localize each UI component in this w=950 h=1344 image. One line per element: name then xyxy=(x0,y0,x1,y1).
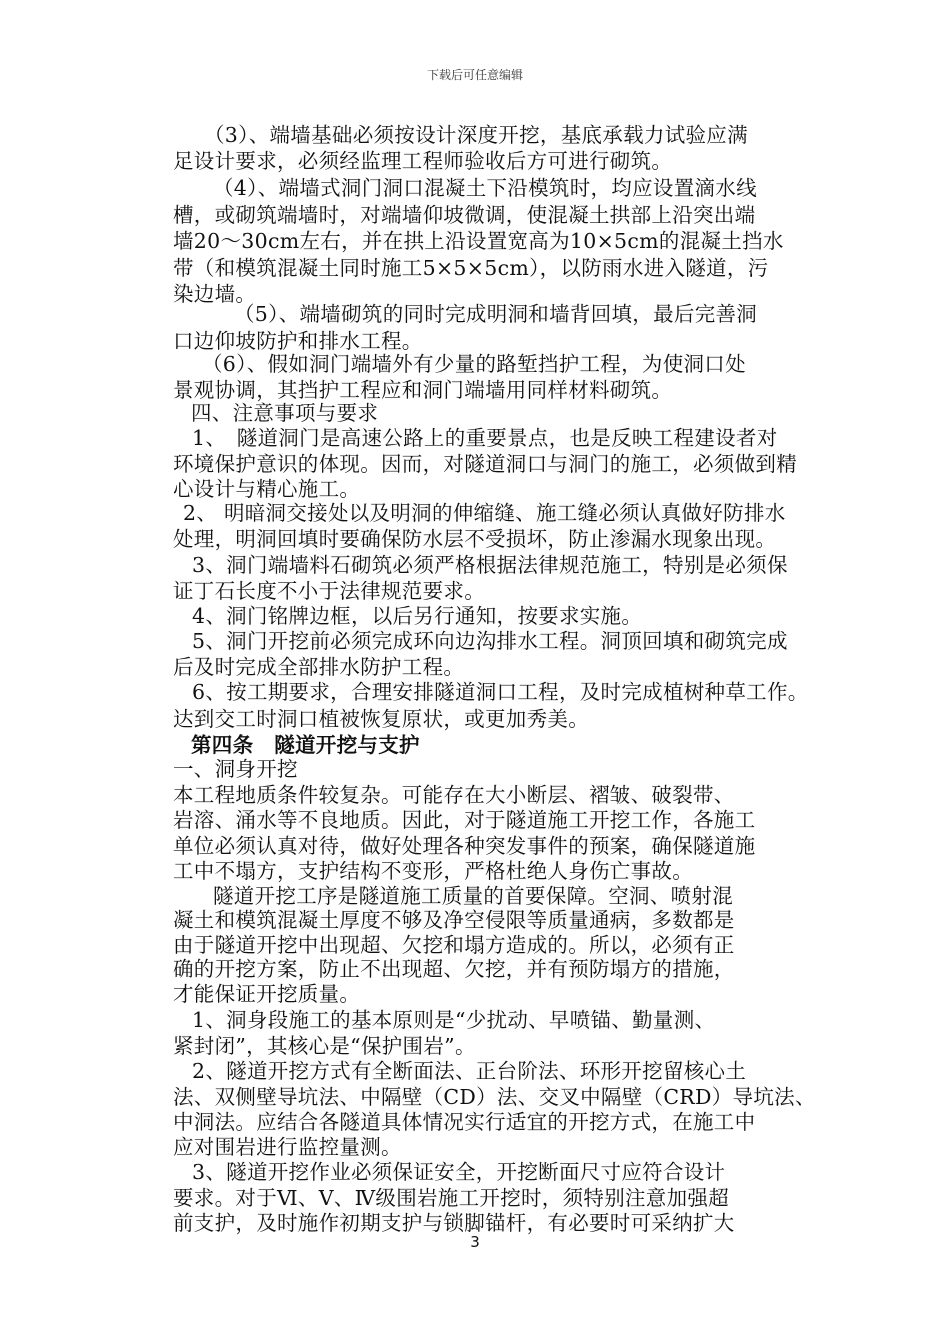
text-line: 1、 隧道洞门是高速公路上的重要景点，也是反映工程建设者对 xyxy=(192,426,778,450)
text-line: 口边仰坡防护和排水工程。 xyxy=(173,329,423,353)
text-line: 墙20～30cm左右，并在拱上沿设置宽高为10×5cm的混凝土挡水 xyxy=(173,229,784,253)
text-line: 应对围岩进行监控量测。 xyxy=(173,1135,402,1159)
text-line: （3）、端墙基础必须按设计深度开挖，基底承载力试验应满 xyxy=(204,123,748,147)
section-heading: 四、注意事项与要求 xyxy=(191,401,379,425)
text-line: 紧封闭”，其核心是“保护围岩”。 xyxy=(173,1034,476,1058)
article-heading: 第四条 隧道开挖与支护 xyxy=(191,733,420,757)
text-line: 景观协调，其挡护工程应和洞门端墙用同样材料砌筑。 xyxy=(173,378,673,402)
text-line: 本工程地质条件较复杂。可能存在大小断层、褶皱、破裂带、 xyxy=(173,783,735,807)
text-line: 足设计要求，必须经监理工程师验收后方可进行砌筑。 xyxy=(173,149,673,173)
text-line: 染边墙。 xyxy=(173,282,257,306)
text-line: 法、双侧壁导坑法、中隔壁（CD）法、交叉中隔壁（CRD）导坑法、 xyxy=(173,1085,816,1109)
header-note: 下载后可任意编辑 xyxy=(426,68,523,82)
text-line: 后及时完成全部排水防护工程。 xyxy=(173,655,465,679)
text-line: 单位必须认真对待，做好处理各种突发事件的预案，确保隧道施 xyxy=(173,834,756,858)
text-line: 处理，明洞回填时要确保防水层不受损坏，防止渗漏水现象出现。 xyxy=(173,527,777,551)
text-line: （4）、端墙式洞门洞口混凝土下沿模筑时，均应设置滴水线 xyxy=(213,176,757,200)
text-line: 确的开挖方案，防止不出现超、欠挖，并有预防塌方的措施， xyxy=(173,957,735,981)
text-line: 证丁石长度不小于法律规范要求。 xyxy=(173,579,485,603)
section-heading: 一、洞身开挖 xyxy=(173,757,298,781)
text-line: 2、隧道开挖方式有全断面法、正台阶法、环形开挖留核心土 xyxy=(192,1059,747,1083)
text-line: 隧道开挖工序是隧道施工质量的首要保障。空洞、喷射混 xyxy=(213,884,733,908)
text-line: 中洞法。应结合各隧道具体情况实行适宜的开挖方式，在施工中 xyxy=(173,1110,756,1134)
text-line: （5）、端墙砌筑的同时完成明洞和墙背回填，最后完善洞 xyxy=(234,302,758,326)
text-line: 2、 明暗洞交接处以及明洞的伸缩缝、施工缝必须认真做好防排水 xyxy=(183,501,786,525)
text-line: 要求。对于Ⅵ、Ⅴ、Ⅳ级围岩施工开挖时，须特别注意加强超 xyxy=(173,1186,730,1210)
text-line: 3、洞门端墙料石砌筑必须严格根据法律规范施工，特别是必须保 xyxy=(192,553,788,577)
text-line: 3、隧道开挖作业必须保证安全，开挖断面尺寸应符合设计 xyxy=(192,1160,726,1184)
text-line: 环境保护意识的体现。因而，对隧道洞口与洞门的施工，必须做到精 xyxy=(173,452,797,476)
text-line: 6、按工期要求，合理安排隧道洞口工程，及时完成植树种草工作。 xyxy=(192,680,809,704)
text-line: 前支护，及时施作初期支护与锁脚锚杆，有必要时可采纳扩大 xyxy=(173,1211,735,1235)
text-line: （6）、假如洞门端墙外有少量的路堑挡护工程，为使洞口处 xyxy=(202,352,746,376)
text-line: 才能保证开挖质量。 xyxy=(173,982,361,1006)
text-line: 凝土和模筑混凝土厚度不够及净空侵限等质量通病，多数都是 xyxy=(173,908,735,932)
text-line: 达到交工时洞口植被恢复原状，或更加秀美。 xyxy=(173,707,589,731)
page-number: 3 xyxy=(470,1233,480,1251)
text-line: 带（和模筑混凝土同时施工5×5×5cm），以防雨水进入隧道，污 xyxy=(173,256,769,280)
text-line: 槽，或砌筑端墙时，对端墙仰坡微调，使混凝土拱部上沿突出端 xyxy=(173,203,756,227)
text-line: 工中不塌方，支护结构不变形，严格杜绝人身伤亡事故。 xyxy=(173,859,693,883)
text-line: 由于隧道开挖中出现超、欠挖和塌方造成的。所以，必须有正 xyxy=(173,933,735,957)
text-line: 5、洞门开挖前必须完成环向边沟排水工程。洞顶回填和砌筑完成 xyxy=(192,629,788,653)
text-line: 心设计与精心施工。 xyxy=(173,477,361,501)
text-line: 岩溶、涌水等不良地质。因此，对于隧道施工开挖工作，各施工 xyxy=(173,808,756,832)
text-line: 4、洞门铭牌边框，以后另行通知，按要求实施。 xyxy=(192,604,643,628)
text-line: 1、洞身段施工的基本原则是“少扰动、早喷锚、勤量测、 xyxy=(192,1008,716,1032)
